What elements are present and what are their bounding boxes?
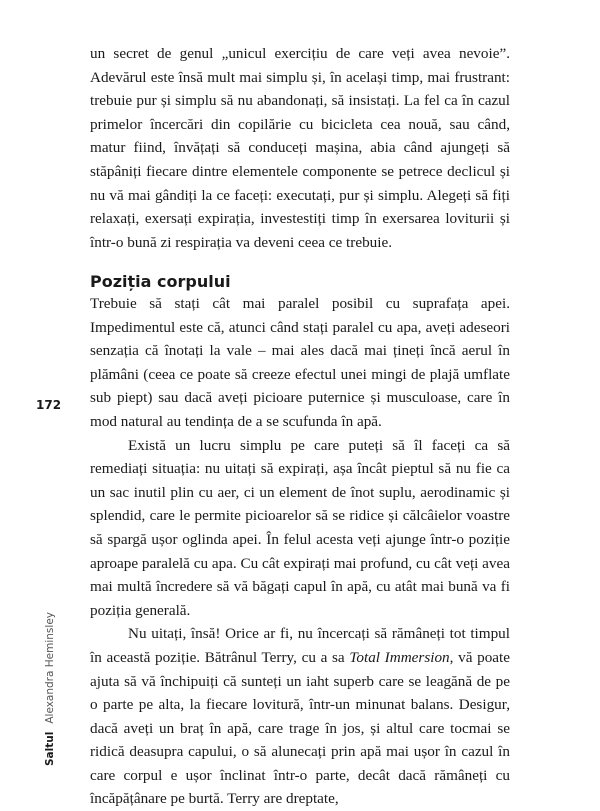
section-heading: Poziția corpului bbox=[90, 272, 231, 291]
paragraph: Trebuie să stați cât mai paralel posibil cu suprafața apei. Impedimentul este că, atunci când stați paralel cu apa, aveți adeseori senzația că înotați la vale – mai ales dacă mai țineți încă aerul în plămâni (ceea ce poate să creeze efectul unei mingi de plajă umflate sub piept) sau dacă aveți picioare puternice și musculoase, care în mod natural au tendința de a se scufunda în apă. bbox=[90, 295, 510, 430]
author-name: Alexandra Heminsley bbox=[44, 612, 56, 724]
paragraph-text: Nu uitați, însă! Orice ar fi, nu încercați să rămâneți tot timpul în această poziție. Bătrânul Terry, cu a sa bbox=[90, 625, 510, 666]
paragraph: Există un lucru simplu pe care puteți să îl faceți ca să remediați situația: nu uitați să expirați, așa încât pieptul să nu fie ca un sac inutil plin cu aer, ci un element de înot suplu, aerodinamic și splendid, care le permite picioarelor să se ridice și călcâielor voastre să spargă ușor oglinda apei. În felul acesta veți ajunge într-o poziție aproape paralelă cu apa. Cu cât expirați mai profund, cu cât veți avea mai multă încredere să vă băgați capul în apă, cu atât mai bună va fi poziția generală. bbox=[90, 436, 510, 619]
book-title: Saltul bbox=[44, 731, 56, 766]
page-number: 172 bbox=[36, 398, 62, 412]
body-text-top bbox=[90, 42, 510, 254]
section-body bbox=[90, 292, 510, 811]
paragraph-text: , vă poate ajuta să vă închipuiți că sunteți un iaht superb care se leagănă de pe o parte pe alta, la fiecare lovitură, într-un minunat balans. Desigur, dacă aveți un braț în apă, care trage în jos, și altul care tocmai se ridică deasupra capului, o să alunecați prin apă mai ușor în cazul în care corpul e ușor înclinat într-o parte, decât dacă rămâneți cu încăpățânare pe burtă. Terry are dreptate, bbox=[90, 648, 510, 808]
paragraph bbox=[90, 622, 510, 811]
running-head bbox=[44, 612, 57, 766]
paragraph: un secret de genul „unicul exercițiu de care veți avea nevoie”. Adevărul este însă mult mai simplu și, în același timp, mai frustrant: trebuie pur și simplu să nu abandonați, să insistați. La fel ca în cazul primelor încercări din copilărie cu bicicleta cea nouă, sau când, matur fiind, învățați să conduceți mașina, abia când ajungeți să stăpâniți fiecare dintre elementele componente se petrece declicul și nu vă mai gândiți la ce faceți: executați, pur și simplu. Alegeți să fiți relaxați, exersați expirația, investestiți timp în exersarea loviturii și într-o bună zi respirația va deveni ceea ce trebuie. bbox=[90, 45, 510, 251]
book-reference: Total Immersion bbox=[349, 648, 450, 666]
